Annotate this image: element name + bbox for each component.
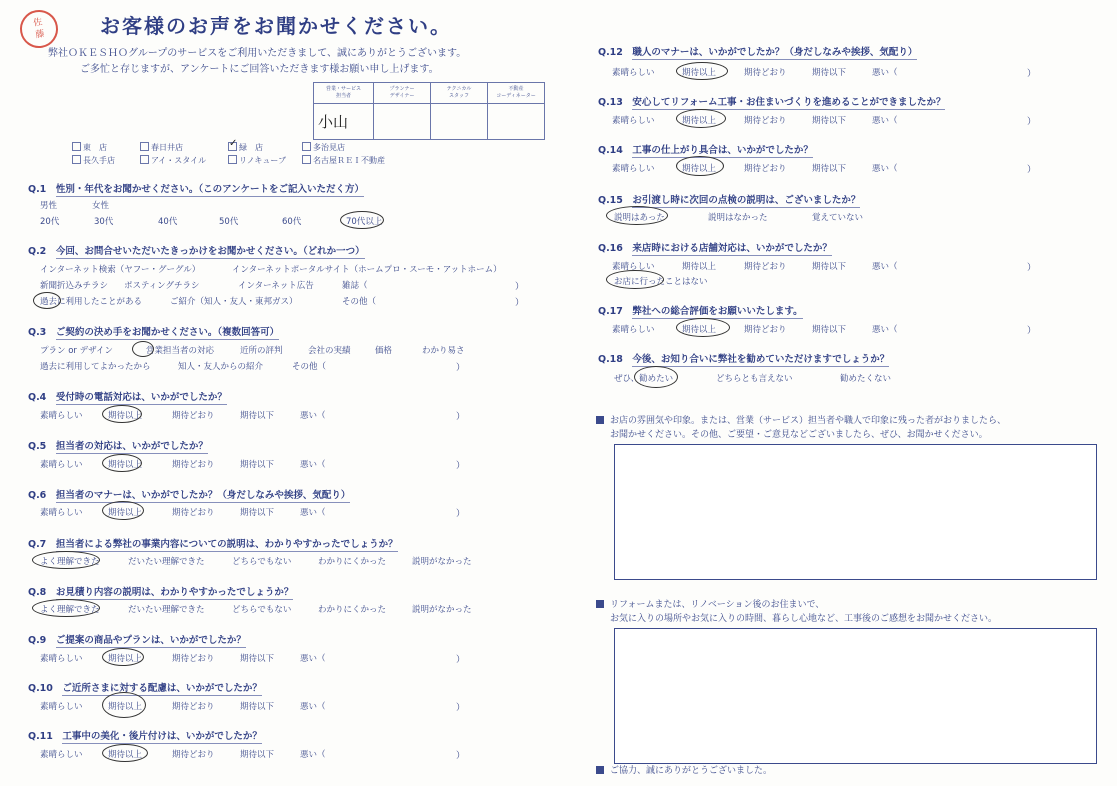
store-checkbox-higashi[interactable]: 東 店 <box>72 142 107 153</box>
q18-option-definitely[interactable]: ぜひ、勧めたい <box>614 374 674 384</box>
answer-circle-mark <box>676 156 724 176</box>
q11-option-bad[interactable]: 悪い（ <box>300 750 326 760</box>
q13-option-above[interactable]: 期待以上 <box>682 116 717 126</box>
answer-circle-mark <box>102 405 142 423</box>
answer-circle-mark <box>102 648 144 666</box>
q16-option-never-visited[interactable]: お店に行ったことはない <box>614 277 708 287</box>
store-checkbox-tajimi[interactable]: 多治見店 <box>302 142 345 153</box>
answer-circle-mark <box>676 318 730 337</box>
checkbox-icon <box>140 155 149 164</box>
staff-header-planner: プランナー デザイナー <box>374 83 431 104</box>
question-8: Q.8 お見積り内容の説明は、わかりやすかったでしょうか？ <box>28 587 294 598</box>
stamp-text-top: 佐 <box>32 17 44 29</box>
answer-circle-mark <box>340 211 384 229</box>
thanks-footer: ご協力、誠にありがとうございました。 <box>596 764 772 778</box>
checkbox-icon <box>72 142 81 151</box>
q9-option-excellent[interactable]: 素晴らしい <box>40 654 83 664</box>
q1-option-20s[interactable]: 20代 <box>40 217 60 227</box>
page-title: お客様のお声をお聞かせください。 <box>100 14 452 38</box>
q6-option-excellent[interactable]: 素晴らしい <box>40 508 83 518</box>
q17-option-as-expected[interactable]: 期待どおり <box>744 325 787 335</box>
q1-option-male[interactable]: 男性 <box>40 201 58 211</box>
q12-bad-close: ） <box>1027 69 1037 79</box>
q3-option-reputation[interactable]: 近所の評判 <box>240 346 283 356</box>
q6-option-bad[interactable]: 悪い（ <box>300 508 326 518</box>
free-comment-2-label: リフォームまたは、リノベーション後のお住まいで、 お気に入りの場所やお気に入りの時間、暮らし心地など、工事後のご感想をお聞かせください。 <box>596 598 997 626</box>
answer-circle-mark <box>102 744 148 762</box>
q13-option-bad[interactable]: 悪い（ <box>872 116 898 126</box>
q16-option-as-expected[interactable]: 期待どおり <box>744 262 787 272</box>
staff-value-sales[interactable]: 小山 <box>314 104 374 140</box>
q10-option-bad[interactable]: 悪い（ <box>300 702 326 712</box>
store-checkbox-kasugai[interactable]: 春日井店 <box>140 142 183 153</box>
q13-option-as-expected[interactable]: 期待どおり <box>744 116 787 126</box>
q12-option-below[interactable]: 期待以下 <box>812 68 847 78</box>
q17-option-above[interactable]: 期待以上 <box>682 325 717 335</box>
q10-option-below[interactable]: 期待以下 <box>240 702 275 712</box>
q13-option-excellent[interactable]: 素晴らしい <box>612 116 655 126</box>
question-1: Q.1 性別・年代をお聞かせください。（このアンケートをご記入いただく方） <box>28 184 364 195</box>
q7-option-understood[interactable]: よく理解できた <box>40 557 100 567</box>
q16-option-excellent[interactable]: 素晴らしい <box>612 262 655 272</box>
square-bullet-icon <box>596 600 604 608</box>
q1-option-female[interactable]: 女性 <box>92 201 110 211</box>
question-14: Q.14 工事の仕上がり具合は、いかがでしたか？ <box>598 145 813 156</box>
q6-option-below[interactable]: 期待以下 <box>240 508 275 518</box>
q2-option-search[interactable]: インターネット検索（ヤフー・グーグル） <box>40 265 201 275</box>
q3-option-good-past[interactable]: 過去に利用してよかったから <box>40 362 151 372</box>
question-11: Q.11 工事中の美化・後片付けは、いかがでしたか？ <box>28 731 262 742</box>
q4-bad-close: ） <box>456 412 466 422</box>
q15-option-explained[interactable]: 説明はあった <box>614 213 665 223</box>
stamp-text-bottom: 藤 <box>34 29 46 41</box>
checkbox-icon <box>72 155 81 164</box>
q9-option-as-expected[interactable]: 期待どおり <box>172 654 215 664</box>
q6-option-as-expected[interactable]: 期待どおり <box>172 508 215 518</box>
q1-option-70s[interactable]: 70代以上 <box>346 217 383 227</box>
q10-option-excellent[interactable]: 素晴らしい <box>40 702 83 712</box>
staff-header-realestate: 不動産 コーディネーター <box>488 83 545 104</box>
free-comment-2-box[interactable] <box>614 628 1097 764</box>
answer-circle-mark <box>33 292 61 309</box>
q7-option-mostly[interactable]: だいたい理解できた <box>128 557 205 567</box>
q15-option-dont-remember[interactable]: 覚えていない <box>812 213 864 223</box>
q12-option-above[interactable]: 期待以上 <box>682 68 717 78</box>
q2-option-newspaper[interactable]: 新聞折込みチラシ <box>40 281 109 291</box>
q2-other-close: ） <box>515 298 525 308</box>
q8-option-mostly[interactable]: だいたい理解できた <box>128 605 205 615</box>
q6-option-above[interactable]: 期待以上 <box>108 508 143 518</box>
q16-option-above[interactable]: 期待以上 <box>682 262 717 272</box>
answer-circle-mark <box>132 341 154 357</box>
q14-option-above[interactable]: 期待以上 <box>682 164 717 174</box>
q11-option-as-expected[interactable]: 期待どおり <box>172 750 215 760</box>
q3-option-clarity[interactable]: わかり易さ <box>422 346 465 356</box>
q12-option-bad[interactable]: 悪い（ <box>872 68 898 78</box>
question-9: Q.9 ご提案の商品やプランは、いかがでしたか？ <box>28 635 246 646</box>
q3-option-other[interactable]: その他（ <box>292 362 327 372</box>
q17-option-below[interactable]: 期待以下 <box>812 325 847 335</box>
q9-option-below[interactable]: 期待以下 <box>240 654 275 664</box>
q8-option-unclear[interactable]: わかりにくかった <box>318 605 387 615</box>
q9-bad-close: ） <box>456 655 466 665</box>
square-bullet-icon <box>596 416 604 424</box>
q2-option-referral[interactable]: ご紹介（知人・友人・東邦ガス） <box>170 297 298 307</box>
q2-option-web-ad[interactable]: インターネット広告 <box>238 281 314 291</box>
q14-option-excellent[interactable]: 素晴らしい <box>612 164 655 174</box>
store-checkbox-midori[interactable]: ✓ 緑 店 <box>228 142 263 153</box>
q14-bad-close: ） <box>1027 165 1037 175</box>
question-3: Q.3 ご契約の決め手をお聞かせください。（複数回答可） <box>28 327 280 338</box>
checkbox-icon <box>302 142 311 151</box>
q11-option-above[interactable]: 期待以上 <box>108 750 143 760</box>
q7-option-unclear[interactable]: わかりにくかった <box>318 557 387 567</box>
q1-option-60s[interactable]: 60代 <box>282 217 302 227</box>
q12-option-as-expected[interactable]: 期待どおり <box>744 68 787 78</box>
q18-option-no[interactable]: 勧めたくない <box>840 374 892 384</box>
checkbox-checked-icon <box>228 142 237 151</box>
answer-circle-mark <box>102 454 142 472</box>
q3-option-price[interactable]: 価格 <box>375 346 393 356</box>
store-checkbox-istyle[interactable]: アイ・スタイル <box>140 155 206 166</box>
q5-option-as-expected[interactable]: 期待どおり <box>172 460 215 470</box>
q17-option-bad[interactable]: 悪い（ <box>872 325 898 335</box>
q5-option-below[interactable]: 期待以下 <box>240 460 275 470</box>
q5-option-excellent[interactable]: 素晴らしい <box>40 460 83 470</box>
q3-option-acquaintance[interactable]: 知人・友人からの紹介 <box>178 362 264 372</box>
q2-option-portal[interactable]: インターネットポータルサイト（ホームプロ・スーモ・アットホーム） <box>232 265 502 275</box>
q3-option-track-record[interactable]: 会社の実績 <box>308 346 351 356</box>
question-7: Q.7 担当者による弊社の事業内容についての説明は、わかりやすかったでしょうか？ <box>28 539 398 550</box>
q14-option-as-expected[interactable]: 期待どおり <box>744 164 787 174</box>
q3-option-sales-staff[interactable]: 営業担当者の対応 <box>146 346 215 356</box>
store-checkbox-renocube[interactable]: リノキューブ <box>228 155 286 166</box>
q2-magazine-close: ） <box>515 282 525 292</box>
q4-option-as-expected[interactable]: 期待どおり <box>172 411 215 421</box>
answer-circle-mark <box>634 366 678 388</box>
q2-option-posting[interactable]: ポスティングチラシ <box>124 281 200 291</box>
staff-value-planner[interactable] <box>374 104 431 140</box>
answer-circle-mark <box>32 599 100 617</box>
intro-line-2: ご多忙と存じますが、アンケートにご回答いただきます様お願い申し上げます。 <box>80 64 439 75</box>
q14-option-bad[interactable]: 悪い（ <box>872 164 898 174</box>
q12-option-excellent[interactable]: 素晴らしい <box>612 68 655 78</box>
q4-option-excellent[interactable]: 素晴らしい <box>40 411 83 421</box>
q17-bad-close: ） <box>1027 326 1037 336</box>
answer-circle-mark <box>676 62 728 80</box>
question-10: Q.10 ご近所さまに対する配慮は、いかがでしたか？ <box>28 683 262 694</box>
q8-option-no-explanation[interactable]: 説明がなかった <box>412 605 472 615</box>
q4-option-above[interactable]: 期待以上 <box>108 411 143 421</box>
q8-option-understood[interactable]: よく理解できた <box>40 605 100 615</box>
free-comment-1-box[interactable] <box>614 444 1097 580</box>
q15-option-not-explained[interactable]: 説明はなかった <box>708 213 768 223</box>
q10-bad-close: ） <box>456 703 466 713</box>
q5-option-bad[interactable]: 悪い（ <box>300 460 326 470</box>
answer-circle-mark <box>606 206 668 225</box>
question-13: Q.13 安心してリフォーム工事・お住まいづくりを進めることができましたか？ <box>598 97 946 108</box>
q8-option-neutral[interactable]: どちらでもない <box>232 605 292 615</box>
staff-header-sales: 営業・サービス 担当者 <box>314 83 374 104</box>
q1-option-30s[interactable]: 30代 <box>94 217 114 227</box>
answer-circle-mark <box>676 109 726 128</box>
q16-option-below[interactable]: 期待以下 <box>812 262 847 272</box>
q1-option-40s[interactable]: 40代 <box>158 217 178 227</box>
staff-value-technical[interactable] <box>431 104 488 140</box>
intro-line-1: 弊社ＯＫＥＳＨＯグループのサービスをご利用いただきまして、誠にありがとうございます。 <box>48 48 467 59</box>
q4-option-below[interactable]: 期待以下 <box>240 411 275 421</box>
answer-circle-mark <box>606 270 664 289</box>
q9-option-above[interactable]: 期待以上 <box>108 654 143 664</box>
q6-bad-close: ） <box>456 509 466 519</box>
q17-option-excellent[interactable]: 素晴らしい <box>612 325 655 335</box>
free-comment-1-label: お店の雰囲気や印象。または、営業（サービス）担当者や職人で印象に残った者がおりましたら、 お聞かせください。その他、ご要望・ご意見などございましたら、ぜひ、お聞かせください。 <box>596 414 1006 442</box>
q7-option-neutral[interactable]: どちらでもない <box>232 557 292 567</box>
q7-option-no-explanation[interactable]: 説明がなかった <box>412 557 472 567</box>
q10-option-as-expected[interactable]: 期待どおり <box>172 702 215 712</box>
q13-option-below[interactable]: 期待以下 <box>812 116 847 126</box>
q10-option-above[interactable]: 期待以上 <box>108 702 143 712</box>
checkbox-icon <box>228 155 237 164</box>
q16-bad-close: ） <box>1027 263 1037 273</box>
question-17: Q.17 弊社への総合評価をお願いいたします。 <box>598 306 803 317</box>
square-bullet-icon <box>596 766 604 774</box>
q18-option-neutral[interactable]: どちらとも言えない <box>716 374 793 384</box>
question-6: Q.6 担当者のマナーは、いかがでしたか？（身だしなみや挨拶、気配り） <box>28 490 351 501</box>
answer-circle-mark <box>32 551 100 569</box>
q1-option-50s[interactable]: 50代 <box>219 217 239 227</box>
store-checkbox-nagoya-rei[interactable]: 名古屋ＲＥＩ不動産 <box>302 155 385 166</box>
question-2: Q.2 今回、お問合せいただいたきっかけをお聞かせください。（どれか一つ） <box>28 246 365 257</box>
q5-option-above[interactable]: 期待以上 <box>108 460 143 470</box>
q5-bad-close: ） <box>456 461 466 471</box>
question-12: Q.12 職人のマナーは、いかがでしたか？（身だしなみや挨拶、気配り） <box>598 47 918 58</box>
q11-option-excellent[interactable]: 素晴らしい <box>40 750 83 760</box>
q13-bad-close: ） <box>1027 117 1037 127</box>
store-checkbox-nagakute[interactable]: 長久手店 <box>72 155 115 166</box>
q11-bad-close: ） <box>456 751 466 761</box>
question-15: Q.15 お引渡し時に次回の点検の説明は、ございましたか？ <box>598 195 861 206</box>
q9-option-bad[interactable]: 悪い（ <box>300 654 326 664</box>
q2-option-other[interactable]: その他（ <box>342 297 377 307</box>
question-5: Q.5 担当者の対応は、いかがでしたか？ <box>28 441 208 452</box>
question-16: Q.16 来店時における店舗対応は、いかがでしたか？ <box>598 243 832 254</box>
q16-option-bad[interactable]: 悪い（ <box>872 262 898 272</box>
answer-circle-mark <box>102 501 144 520</box>
staff-table <box>313 82 545 140</box>
checkbox-icon <box>140 142 149 151</box>
q2-option-magazine[interactable]: 雑誌（ <box>342 281 368 291</box>
question-4: Q.4 受付時の電話対応は、いかがでしたか？ <box>28 392 227 403</box>
checkbox-icon <box>302 155 311 164</box>
q11-option-below[interactable]: 期待以下 <box>240 750 275 760</box>
answer-circle-mark <box>102 692 146 718</box>
q2-option-past-use[interactable]: 過去に利用したことがある <box>40 297 143 307</box>
question-18: Q.18 今後、お知り合いに弊社を勧めていただけますでしょうか？ <box>598 354 890 365</box>
q14-option-below[interactable]: 期待以下 <box>812 164 847 174</box>
staff-header-technical: テクニカル スタッフ <box>431 83 488 104</box>
staff-value-realestate[interactable] <box>488 104 545 140</box>
q4-option-bad[interactable]: 悪い（ <box>300 411 326 421</box>
q3-option-plan[interactable]: プラン or デザイン <box>40 346 114 356</box>
q3-other-close: ） <box>456 363 466 373</box>
